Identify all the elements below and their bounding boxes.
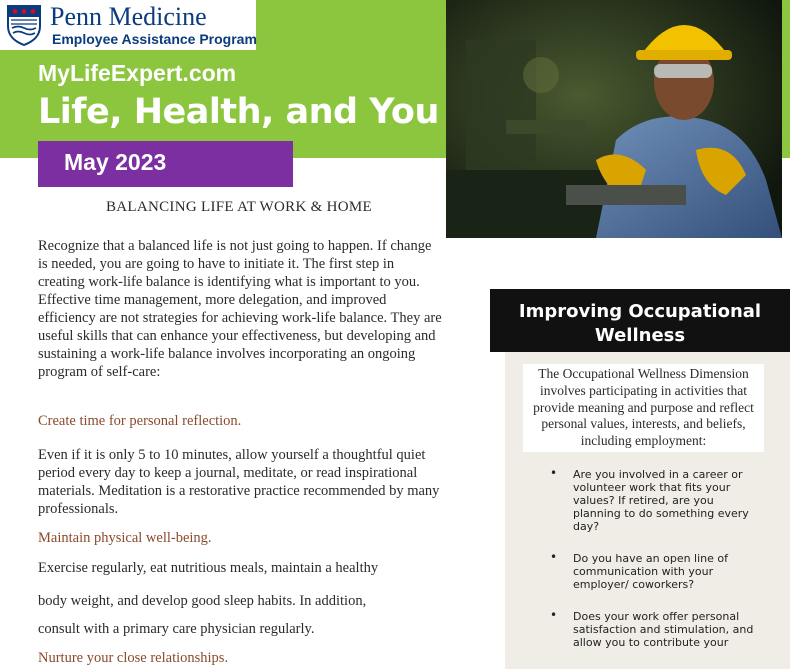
list-item: • Are you involved in a career or volunteer work that fits your values? If retired, are you planning to do something every day? — [550, 468, 760, 533]
logo — [0, 0, 256, 50]
section-heading: Nurture your close relationships. — [38, 650, 229, 666]
section-heading: Create time for personal reflection. — [38, 413, 242, 429]
section-text: Even if it is only 5 to 10 minutes, allow yourself a thoughtful quiet period every day to keep a journal, meditate, or read inspirational materials. Meditation is a restorative practice recommended by many professionals. — [38, 447, 440, 517]
month-label: May 2023 — [64, 149, 167, 175]
article-intro: Recognize that a balanced life is not just going to happen. If change is needed, you are going to have to initiate it. The first step in creating work-life balance is identifying what is important to you. Effective time management, more delegation, and improved efficiency are not strategies for achieving work-life balance. They are useful skills that can enhance your effectiveness, but developing and sustaining a work-life balance involves incorporating an ongoing program of self-care: — [38, 238, 442, 380]
section-text-line: body weight, and develop good sleep habits. In addition, — [38, 593, 367, 609]
section-text-line: Exercise regularly, eat nutritious meals, maintain a healthy — [38, 560, 379, 576]
sidebar-title-line1: Improving Occupational — [518, 301, 762, 322]
month-banner — [38, 141, 293, 187]
logo-subtitle: Employee Assistance Program — [52, 31, 257, 47]
penn-shield-icon — [6, 4, 42, 46]
section-text-line: consult with a primary care physician regularly. — [38, 621, 315, 637]
sidebar-questions — [550, 468, 760, 668]
sidebar-intro: The Occupational Wellness Dimension involves participating in activities that provide meaning and purpose and reflect personal values, interests, and beliefs, including employment: — [523, 364, 764, 452]
site-name: MyLifeExpert.com — [38, 60, 237, 86]
list-item: • Do you have an open line of communication with your employer/ coworkers? — [550, 552, 760, 591]
worker-photo-icon — [446, 0, 782, 238]
sidebar-title — [490, 289, 790, 352]
worker-photo — [446, 0, 782, 238]
section-heading: Maintain physical well-being. — [38, 530, 212, 546]
logo-name: Penn Medicine — [50, 2, 207, 31]
sidebar-title-line2: Wellness — [594, 325, 686, 346]
article-title: BALANCING LIFE AT WORK & HOME — [105, 199, 373, 215]
newsletter-title: Life, Health, and You — [38, 92, 439, 132]
list-item: • Does your work offer personal satisfaction and stimulation, and allow you to contribute your — [550, 610, 760, 649]
